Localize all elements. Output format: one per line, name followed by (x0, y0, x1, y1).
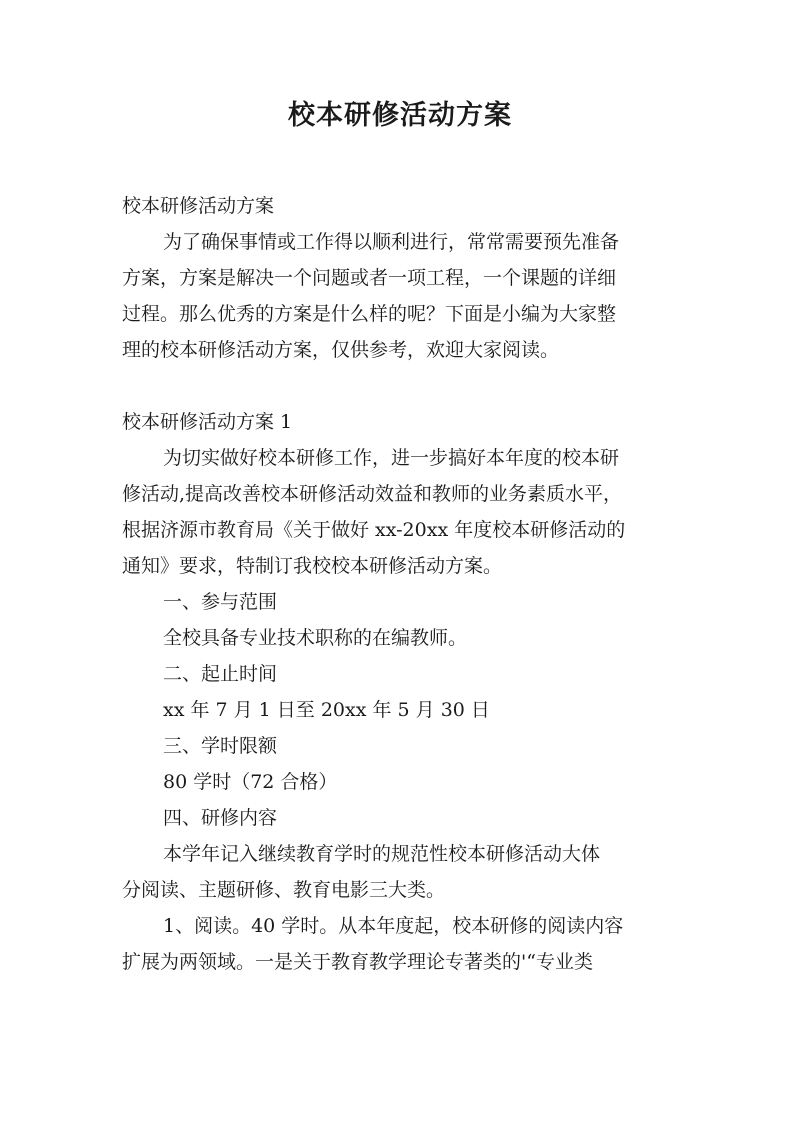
subheading-scope: 一、参与范围 (163, 591, 278, 613)
subheading-period: 二、起止时间 (163, 663, 278, 685)
section-heading: 校本研修活动方案 (122, 195, 275, 217)
paragraph-line: 过程。那么优秀的方案是什么样的呢？下面是小编为大家整 (122, 303, 617, 325)
document-body (122, 188, 682, 980)
paragraph-line: 为了确保事情或工作得以顺利进行，常常需要预先准备 (163, 231, 620, 253)
paragraph-line: 为切实做好校本研修工作，进一步搞好本年度的校本研 (163, 447, 620, 469)
section-heading: 校本研修活动方案 1 (122, 411, 293, 433)
paragraph-line: 方案，方案是解决一个问题或者一项工程，一个课题的详细 (122, 267, 617, 289)
paragraph-line: 通知》要求，特制订我校校本研修活动方案。 (122, 555, 503, 577)
paragraph-line: 1、阅读。40 学时。从本年度起，校本研修的阅读内容 (163, 915, 624, 937)
paragraph-line: 修活动,提高改善校本研修活动效益和教师的业务素质水平， (122, 483, 623, 505)
paragraph-line: xx 年 7 月 1 日至 20xx 年 5 月 30 日 (163, 699, 490, 721)
paragraph-line: 分阅读、主题研修、教育电影三大类。 (122, 879, 446, 901)
paragraph-line: 扩展为两领域。一是关于教育教学理论专著类的'“专业类 (122, 951, 593, 973)
paragraph-line: 80 学时（72 合格） (163, 771, 338, 793)
paragraph-line: 根据济源市教育局《关于做好 xx-20xx 年度校本研修活动的 (122, 519, 626, 541)
document-title: 校本研修活动方案 (288, 100, 512, 131)
paragraph-line: 理的校本研修活动方案，仅供参考，欢迎大家阅读。 (122, 339, 560, 361)
paragraph-line: 全校具备专业技术职称的在编教师。 (163, 627, 468, 649)
subheading-hours: 三、学时限额 (163, 735, 278, 757)
paragraph-line: 本学年记入继续教育学时的规范性校本研修活动大体 (163, 843, 601, 865)
subheading-content: 四、研修内容 (163, 807, 278, 829)
